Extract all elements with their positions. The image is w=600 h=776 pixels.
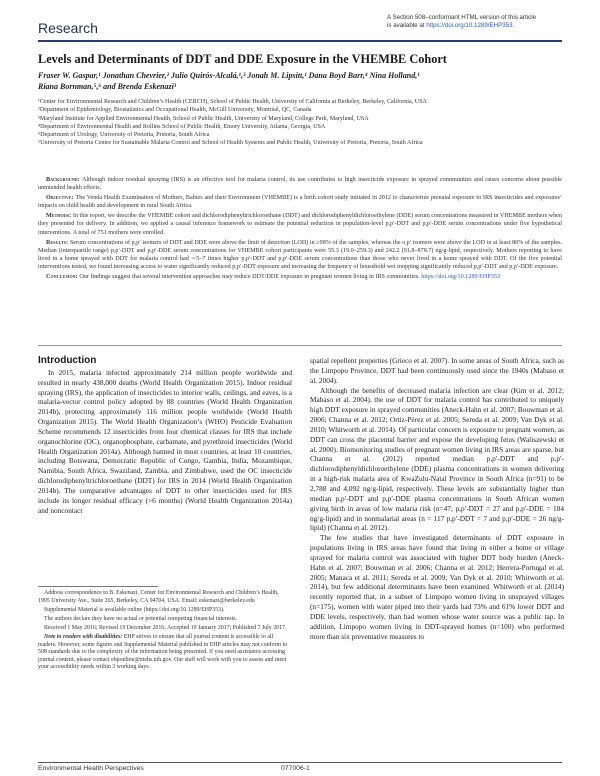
intro-paragraph-3: Although the benefits of decreased malaria infection are clear (Kim et al. 2012; Mabaso et al. 2004), the use of DDT for malaria control has contributed to uniquely high DDT exposure in sprayed communities (Aneck-Hahn et al. 2007; Bouwman et al. 2006; Channa et al. 2012; Ortiz-Pérez et al. 2005; Sereda et al. 2009; Van Dyk et al. 2010; Whitworth et al. 2014). Of particular concern is exposure to pregnant women, as DDT can cross the placental barrier and expose the developing fetus (Waliszewski et al. 2000). Biomonitoring studies of pregnant women living in IRS areas are sparse, but Channa et al. (2012) reported median p,p′-DDT and p,p′-dichlorodiphenyldichloroethylene (DDE) plasma concentrations in women delivering in a high-risk malaria area of KwaZulu-Natal Province in South Africa (n=91) to be 2,788 and 4,092 ng/g-lipid, respectively. These levels are substantially higher than median p,p′-DDT and p,p′-DDE plasma concentrations in South African women giving birth in areas of low malaria risk (n=47; p,p′-DDT = 27 and p,p′-DDE = 184 ng/g-lipid) and in nonmalarial areas (n = 117 p,p′-DDT = 7 and p,p′-DDE = 26 ng/g-lipid) (Channa et al. 2012). <box>310 385 564 533</box>
affiliation-2: ²Department of Epidemiology, Biostatistics and Occupational Health, McGill University, Montréal, QC, Canada <box>38 107 312 114</box>
background-label: Background: <box>46 177 80 183</box>
abstract-objective <box>38 194 562 210</box>
journal-name: Environmental Health Perspectives <box>38 765 144 772</box>
supplemental-note: Supplemental Material is available online (https://doi.org/10.1289/EHP353). <box>44 606 225 613</box>
conclusion-label: Conclusion: <box>46 274 78 281</box>
footnotes <box>38 590 290 673</box>
methods-text: In this report, we describe the VHEMBE cohort and dichlorodiphenyltrichloroethane (DDT) and dichlorodiphenyldichloroethylene (DDE) serum concentrations measured in VHEMBE mothers when they presented for delivery. In addition, we applied a causal inference framework to estimate the potential reduction in population-level p,p′-DDT and p,p′-DDE serum concentrations under five hypothetical interventions. A total of 751 mothers were enrolled. <box>38 213 562 236</box>
competing-interests-note: The authors declare they have no actual or potential competing financial interests. <box>44 615 238 622</box>
authors-line-2: Riana Bornman,⁵,⁶ and Brenda Eskenazi¹ <box>38 81 177 91</box>
article-title: Levels and Determinants of DDT and DDE Exposure in the VHEMBE Cohort <box>38 52 447 66</box>
affiliation-1: ¹Center for Environmental Research and Children’s Health (CERCH), School of Public Health, University of California at Berkeley, Berkeley, California, USA <box>38 99 427 105</box>
conclusion-text: Our findings suggest that several intervention approaches may reduce DDT/DDE exposure in pregnant women living in IRS communities. <box>79 274 422 281</box>
accessibility-label: Note to readers with disabilities: <box>44 633 123 640</box>
accessibility-note <box>38 634 290 672</box>
notice-suffix: . <box>512 22 515 29</box>
objective-label: Objective: <box>46 195 74 202</box>
objective-text: The Venda Health Examination of Mothers, Babies and their Environment (VHEMBE) is a birth cohort study initiated in 2012 to characterize prenatal exposure to IRS insecticides and exposures’ impacts on child health and development in rural South Africa. <box>38 195 562 210</box>
results-text: Serum concentrations of p,p′ isomers of DDT and DDE were above the limit of detection (LOD) in ≥98% of the samples, whereas the o,p′ isomers were above the LOD in at least 80% of the samples. Median (interquartile range) p,p′-DDT and p,p′-DDE serum concentrations for VHEMBE cohort participants were 55.3 (19.0–259.3) and 242.2 (91.8–878.7) ng/g-lipid, respectively. Mothers reporting to have lived in a home sprayed with DDT for malaria control had ∼5–7 times higher p,p′-DDT and p,p′-DDE serum concentrations than those who never lived in a home sprayed with DDT. Of the five potential interventions tested, we found increasing access to water significantly reduced p,p′-DDT exposure and increasing the frequency of household wet mopping significantly reduced p,p′-DDT and p,p′-DDE exposure. <box>38 239 562 270</box>
footer-rule <box>38 762 562 763</box>
notice-doi-link[interactable]: https://doi.org/10.1289/EHP353 <box>426 22 513 29</box>
author-list <box>38 71 568 92</box>
affiliation-4: ⁴Department of Environmental Health and Rollins School of Public Health, Emory University, Atlanta, Georgia, USA <box>38 123 326 130</box>
affiliations <box>38 98 568 148</box>
dates-note: Received 1 May 2016; Revised 19 December 2016; Accepted 19 January 2017; Published 7 July 2017. <box>44 624 287 631</box>
affiliation-5: ⁵Department of Urology, University of Pretoria, Pretoria, South Africa <box>38 132 210 139</box>
results-label: Results: <box>46 239 69 246</box>
affiliation-3: ³Maryland Institute for Applied Environmental Health, School of Public Health, University of Maryland, College Park, Maryland, USA <box>38 115 369 122</box>
right-column <box>310 356 564 641</box>
authors-line-1: Fraser W. Gaspar,¹ Jonathan Chevrier,² Julio Quirós-Alcalá,¹,³ Jonah M. Lipsitt,¹ Dana Boyd Barr,⁴ Nina Holland,¹ <box>38 71 420 80</box>
abstract-results <box>38 239 562 271</box>
section-508-notice <box>387 14 562 30</box>
notice-prefix: is available at <box>387 22 427 29</box>
left-column <box>38 356 292 516</box>
correspondence-note: Address correspondence to B. Eskenazi, Center for Environmental Research and Children’s Health, 1995 University Ave., Suite 265, Berkeley, CA 94704, USA. Email: eskenazi@berkeley.edu <box>38 590 279 604</box>
intro-paragraph-4: The few studies that have investigated determinants of DDT exposure in populations living in IRS areas have found that living in either a home or village sprayed for malaria control was associated with higher DDT body burden (Aneck-Hahn et al. 2007; Bouwman et al. 2006; Channa et al. 2012; Herrera-Portugal et al. 2005; Manaca et al. 2011; Sereda et al. 2009; Van Dyk et al. 2010; Whitworth et al. 2014), but few additional determinants have been examined. Whitworth et al. (2014) recently reported that, in a subset of Limpopo women living in unsprayed villages (n=175), women with water piped into their yards had 73% and 61% lower DDT and DDE levels, respectively, than had women whose water source was a public tap. In addition, Limpopo women living in DDT-sprayed homes (n=100) who performed more than six preventative measures to <box>310 533 564 641</box>
affiliation-6: ⁶University of Pretoria Centre for Sustainable Malaria Control and School of Health Systems and Public Health, University of Pretoria, Pretoria, South Africa <box>38 140 423 147</box>
footnote-rule <box>38 586 158 587</box>
header-rule <box>38 40 562 42</box>
accessibility-text: EHP strives to ensure that all journal content is accessible to all readers. However, some figures and Supplemental Material published in EHP articles may not conform to 508 standards due to the complexity of the information being presented. If you need assistance accessing journal content, please contact ehponline@niehs.nih.gov. Our staff will work with you to assess and meet your accessibility needs within 3 working days. <box>38 633 288 671</box>
section-label: Research <box>38 20 98 36</box>
introduction-heading: Introduction <box>38 355 97 366</box>
abstract-doi-link[interactable]: https://doi.org/10.1289/EHP353 <box>421 274 500 281</box>
intro-paragraph-2: spatial repellent properties (Grieco et al. 2007). In some areas of South Africa, such as the Limpopo Province, DDT had been continuously used since the 1940s (Mabaso et al. 2004). <box>310 356 564 385</box>
methods-label: Methods: <box>46 213 72 220</box>
abstract-conclusion <box>38 273 562 281</box>
page-number: 077006-1 <box>281 765 310 772</box>
intro-paragraph-1: In 2015, malaria infected approximately 214 million people worldwide and resulted in nearly 438,000 deaths (World Health Organization 2015). Indoor residual spraying (IRS), the application of insecticides to interior walls, ceilings, and eaves, is a malaria-vector control policy adopted by 88 countries (World Health Organization 2014b), protecting approximately 116 million people worldwide (World Health Organization 2015). The World Health Organization’s (WHO) Pesticide Evaluation Scheme recommends 12 insecticides from four chemical classes for IRS that include organochlorine (OC), organophosphate, carbamate, and pyrethroid insecticides (World Health Organization 2014a). Although banned in most countries, at least 10 countries, including Botswana, Democratic Republic of Congo, Gambia, India, Mozambique, Namibia, South Africa, Swaziland, Zambia, and Zimbabwe, used the OC insecticide dichlorodiphenyltrichloroethane (DDT) for IRS in 2014 (World Health Organization 2014b). The comparative advantages of DDT to other insecticides used for IRS include its longer residual efficacy (>6 months) (World Health Organization 2014a) and noncontact <box>38 367 292 515</box>
abstract <box>38 176 562 283</box>
abstract-methods <box>38 212 562 236</box>
notice-line1: A Section 508–conformant HTML version of this article <box>387 14 537 21</box>
background-text: Although indoor residual spraying (IRS) is an effective tool for malaria control, its use contributes to high insecticide exposure in sprayed communities and raises concerns about possible unintended health effects. <box>38 177 562 192</box>
abstract-background <box>38 176 562 192</box>
abstract-rule <box>38 345 562 346</box>
